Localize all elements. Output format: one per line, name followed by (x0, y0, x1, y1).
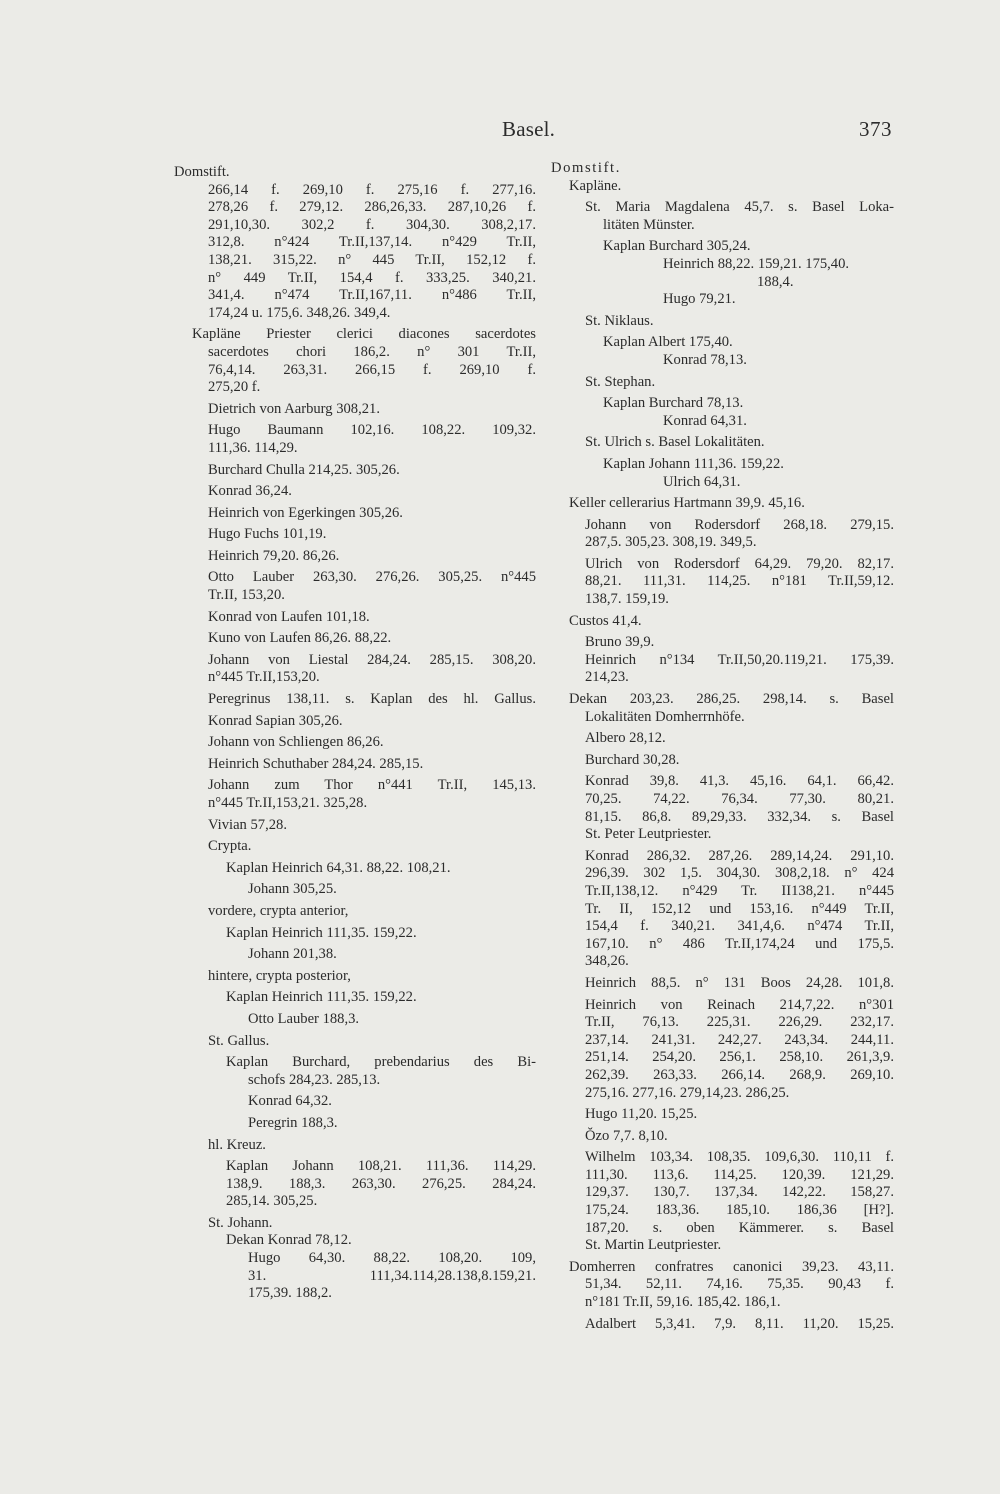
index-line: 111,30. 113,6. 114,25. 120,39. 121,29. (585, 1166, 894, 1183)
index-line: Dekan Konrad 78,12. (226, 1232, 352, 1249)
index-line: Tr.II, 153,20. (208, 587, 285, 604)
index-line: hl. Kreuz. (208, 1136, 266, 1153)
index-line: 262,39. 263,33. 266,14. 268,9. 269,10. (585, 1066, 894, 1083)
index-line: Domherren confratres canonici 39,23. 43,11. (569, 1258, 894, 1275)
running-head-title: Basel. (502, 117, 556, 141)
index-line: 76,4,14. 263,31. 266,15 f. 269,10 f. (208, 361, 536, 378)
index-line: Kaplan Burchard 305,24. (603, 238, 751, 255)
index-line: 341,4. n°474 Tr.II,167,11. n°486 Tr.II, (208, 287, 536, 304)
index-line: Johann 201,38. (248, 946, 337, 963)
index-line: 187,20. s. oben Kämmerer. s. Basel (585, 1219, 894, 1236)
index-line: 285,14. 305,25. (226, 1193, 318, 1210)
index-line: 251,14. 254,20. 256,1. 258,10. 261,3,9. (585, 1049, 894, 1066)
index-line: Kapläne Priester clerici diacones sacerdotes (192, 326, 536, 343)
index-line: Heinrich 88,5. n° 131 Boos 24,28. 101,8. (585, 974, 894, 991)
index-line: 51,34. 52,11. 74,16. 75,35. 90,43 f. (585, 1276, 894, 1293)
index-line: litäten Münster. (603, 216, 695, 233)
index-line: St. Peter Leutpriester. (585, 826, 712, 843)
index-line: Heinrich Schuthaber 284,24. 285,15. (208, 755, 424, 772)
index-line: Johann von Rodersdorf 268,18. 279,15. (585, 516, 894, 533)
index-line: Johann von Liestal 284,24. 285,15. 308,20. (208, 651, 536, 668)
index-line: Johann 305,25. (248, 881, 337, 898)
index-line: Otto Lauber 188,3. (248, 1010, 360, 1027)
index-line: n°445 Tr.II,153,21. 325,28. (208, 795, 368, 811)
index-line: 70,25. 74,22. 76,34. 77,30. 80,21. (585, 791, 894, 807)
index-line: 31. 111,34.114,28.138,8.159,21. (248, 1267, 536, 1284)
index-line: Burchard 30,28. (585, 751, 680, 768)
index-line: n°181 Tr.II, 59,16. 185,42. 186,1. (585, 1294, 781, 1311)
index-line: Hugo Baumann 102,16. 108,22. 109,32. (208, 422, 536, 439)
index-line: Konrad 78,13. (663, 351, 747, 368)
index-line: Konrad 39,8. 41,3. 45,16. 64,1. 66,42. (585, 773, 894, 790)
index-line: Dietrich von Aarburg 308,21. (208, 400, 380, 417)
index-line: Heinrich n°134 Tr.II,50,20.119,21. 175,39. (585, 651, 894, 668)
index-line: Tr. II, 152,12 und 153,16. n°449 Tr.II, (585, 900, 894, 917)
index-line: Otto Lauber 263,30. 276,26. 305,25. n°445 (208, 569, 536, 586)
index-line: Burchard Chulla 214,25. 305,26. (208, 461, 400, 478)
index-line: 138,21. 315,22. n° 445 Tr.II, 152,12 f. (208, 251, 536, 268)
index-line: Bruno 39,9. (585, 634, 655, 651)
index-line: n° 449 Tr.II, 154,4 f. 333,25. 340,21. (208, 269, 536, 286)
index-line: Peregrinus 138,11. s. Kaplan des hl. Gallus. (208, 691, 536, 708)
index-line: St. Stephan. (585, 373, 656, 390)
index-line: 188,4. (757, 273, 794, 290)
index-line: 348,26. (585, 953, 629, 970)
index-line: Keller cellerarius Hartmann 39,9. 45,16. (569, 495, 805, 512)
index-line: Wilhelm 103,34. 108,35. 109,6,30. 110,11 f. (585, 1149, 894, 1166)
index-line: sacerdotes chori 186,2. n° 301 Tr.II, (208, 343, 536, 360)
index-line: 154,4 f. 340,21. 341,4,6. n°474 Tr.II, (585, 918, 894, 935)
index-line: St. Gallus. (208, 1032, 270, 1049)
page-number: 373 (859, 117, 892, 141)
index-line: Lokalitäten Domherrnhöfe. (585, 708, 745, 725)
index-line: Adalbert 5,3,41. 7,9. 8,11. 11,20. 15,25. (585, 1315, 894, 1332)
index-line: Heinrich von Egerkingen 305,26. (208, 504, 403, 521)
index-line: Ŏzo 7,7. 8,10. (585, 1127, 668, 1144)
index-line: Kapläne. (569, 177, 622, 194)
index-line: 81,15. 86,8. 89,29,33. 332,34. s. Basel (585, 808, 894, 825)
index-line: vordere, crypta anterior, (208, 902, 349, 919)
index-line: 291,10,30. 302,2 f. 304,30. 308,2,17. (208, 216, 536, 233)
index-line: Albero 28,12. (585, 730, 666, 747)
index-line: St. Johann. (208, 1214, 273, 1231)
index-line: St. Martin Leutpriester. (585, 1237, 722, 1254)
index-column-right (551, 160, 894, 1333)
index-line: 88,21. 111,31. 114,25. n°181 Tr.II,59,12. (585, 573, 894, 590)
index-line: Dekan 203,23. 286,25. 298,14. s. Basel (569, 691, 894, 708)
index-line: Heinrich 79,20. 86,26. (208, 547, 340, 564)
index-line: 138,9. 188,3. 263,30. 276,25. 284,24. (226, 1175, 536, 1192)
index-line: Kaplan Johann 108,21. 111,36. 114,29. (226, 1158, 536, 1175)
index-line: Kaplan Heinrich 111,35. 159,22. (226, 924, 417, 941)
index-line: Konrad Sapian 305,26. (208, 712, 343, 729)
index-line: 175,39. 188,2. (248, 1285, 332, 1302)
index-line: Johann zum Thor n°441 Tr.II, 145,13. (208, 777, 536, 794)
index-line: 312,8. n°424 Tr.II,137,14. n°429 Tr.II, (208, 234, 536, 251)
index-line: Custos 41,4. (569, 612, 642, 629)
index-line: Johann von Schliengen 86,26. (208, 734, 384, 751)
index-line: 129,37. 130,7. 137,34. 142,22. 158,27. (585, 1184, 894, 1201)
index-line: schofs 284,23. 285,13. (248, 1071, 381, 1088)
index-line: Kaplan Albert 175,40. (603, 334, 733, 351)
index-line: Konrad 64,32. (248, 1093, 332, 1110)
index-line: Kaplan Burchard, prebendarius des Bi- (226, 1054, 536, 1071)
index-line: St. Ulrich s. Basel Lokalitäten. (585, 434, 765, 451)
index-line: Kaplan Heinrich 111,35. 159,22. (226, 989, 417, 1006)
index-line: 275,16. 277,16. 279,14,23. 286,25. (585, 1084, 790, 1101)
index-line: Kaplan Burchard 78,13. (603, 395, 744, 412)
index-line: 278,26 f. 279,12. 286,26,33. 287,10,26 f. (208, 199, 536, 216)
index-line: 237,14. 241,31. 242,27. 243,34. 244,11. (585, 1031, 894, 1048)
index-line: 138,7. 159,19. (585, 591, 669, 608)
index-line: Hugo 79,21. (663, 291, 736, 308)
index-line: hintere, crypta posterior, (208, 967, 351, 984)
index-line: St. Niklaus. (585, 312, 654, 329)
index-line: 111,36. 114,29. (208, 439, 298, 456)
index-line: Hugo 11,20. 15,25. (585, 1106, 698, 1123)
index-line: 167,10. n° 486 Tr.II,174,24 und 175,5. (585, 935, 894, 952)
index-line: Ulrich 64,31. (663, 473, 741, 490)
index-line: Tr.II,138,12. n°429 Tr. II138,21. n°445 (585, 882, 894, 899)
index-line: Heinrich 88,22. 159,21. 175,40. (663, 255, 850, 272)
index-line: Hugo Fuchs 101,19. (208, 526, 327, 543)
index-line: Ulrich von Rodersdorf 64,29. 79,20. 82,17. (585, 555, 894, 572)
index-line: Konrad 64,31. (663, 412, 747, 429)
index-line: 266,14 f. 269,10 f. 275,16 f. 277,16. (208, 181, 536, 198)
index-line: 275,20 f. (208, 379, 261, 396)
index-line: 287,5. 305,23. 308,19. 349,5. (585, 534, 757, 551)
index-line: Crypta. (208, 838, 252, 855)
index-line: 174,24 u. 175,6. 348,26. 349,4. (208, 304, 391, 321)
index-line: 175,24. 183,36. 185,10. 186,36 [H?]. (585, 1202, 894, 1219)
index-line: Kaplan Johann 111,36. 159,22. (603, 455, 784, 472)
index-column-left (174, 160, 536, 1303)
index-line: Konrad 36,24. (208, 483, 292, 500)
index-line: 214,23. (585, 669, 629, 686)
index-line: Domstift. (551, 160, 621, 176)
index-line: Heinrich von Reinach 214,7,22. n°301 (585, 996, 894, 1013)
index-line: Vivian 57,28. (208, 816, 287, 833)
index-line: St. Maria Magdalena 45,7. s. Basel Loka- (585, 199, 894, 216)
index-line: Konrad von Laufen 101,18. (208, 608, 370, 625)
index-line: Hugo 64,30. 88,22. 108,20. 109, (248, 1250, 536, 1267)
index-line: 296,39. 302 1,5. 304,30. 308,2,18. n° 424 (585, 865, 894, 882)
index-line: Tr.II, 76,13. 225,31. 226,29. 232,17. (585, 1014, 894, 1031)
index-line: Domstift. (174, 164, 230, 180)
index-line: Peregrin 188,3. (248, 1114, 338, 1131)
index-line: Konrad 286,32. 287,26. 289,14,24. 291,10. (585, 847, 894, 864)
index-line: Kuno von Laufen 86,26. 88,22. (208, 630, 392, 647)
index-line: Kaplan Heinrich 64,31. 88,22. 108,21. (226, 859, 451, 876)
index-line: n°445 Tr.II,153,20. (208, 669, 320, 686)
